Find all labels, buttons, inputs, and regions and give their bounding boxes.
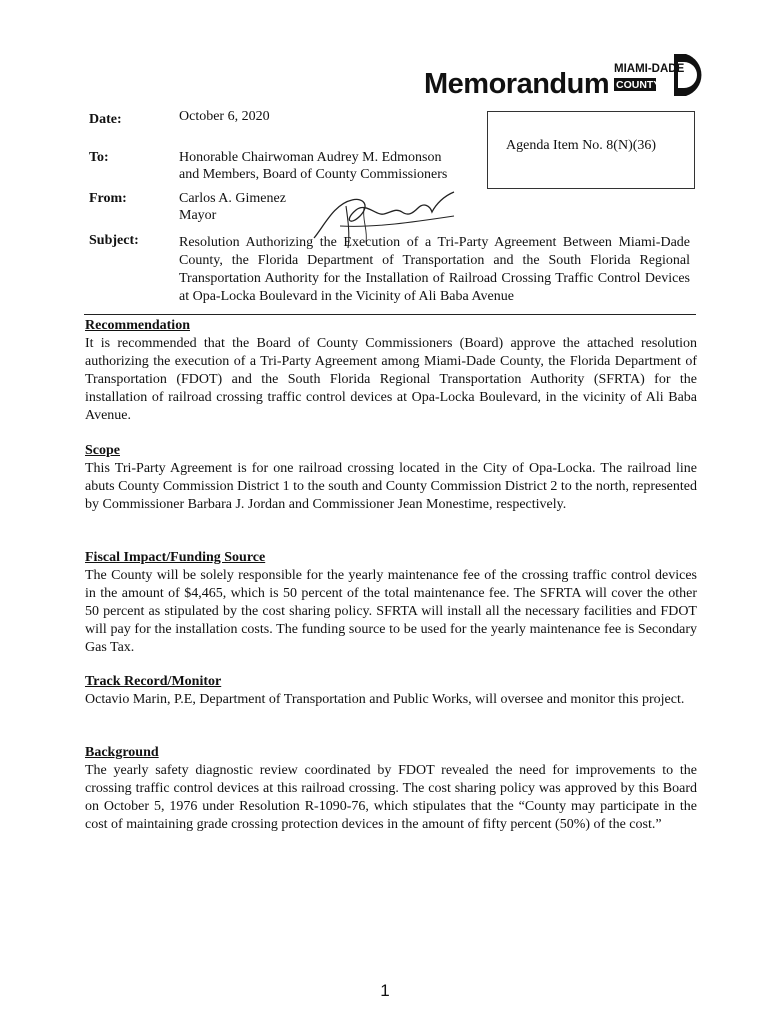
miami-dade-county-logo [612, 52, 708, 98]
to-line-1: Honorable Chairwoman Audrey M. Edmonson [179, 150, 442, 165]
agenda-item-number: Agenda Item No. 8(N)(36) [506, 138, 657, 153]
date-text: October 6, 2020 [179, 109, 270, 124]
subject-label: Subject: [89, 233, 139, 248]
logo-text-county: COUNTY [616, 79, 661, 91]
memo-title: Memorandum [424, 68, 610, 100]
logo-text-miami-dade: MIAMI-DADE [614, 63, 685, 75]
scope-heading: Scope [85, 443, 120, 458]
section-scope [85, 442, 697, 514]
section-background [85, 744, 697, 834]
subject-text: Resolution Authorizing the Execution of a Tri-Party Agreement Between Miami-Dade County, the Florida Department of Transportation and the South Florida Regional Transportation Authority for the Installation of Railroad Crossing Traffic Control Devices at Opa-Locka Boulevard in the Vicinity of Ali Baba Avenue [179, 235, 690, 304]
track-heading: Track Record/Monitor [85, 674, 222, 689]
recommendation-heading: Recommendation [85, 318, 190, 333]
agenda-item-box [487, 111, 695, 189]
recommendation-body: It is recommended that the Board of County Commissioners (Board) approve the attached resolution authorizing the execution of a Tri-Party Agreement among Miami-Dade County, the Florida Department of Transportation (FDOT) and the South Florida Regional Transportation Authority (SFRTA) for the installation of railroad crossing traffic control devices at Opa-Locka Boulevard, in the vicinity of Ali Baba Avenue. [85, 336, 697, 423]
scope-body: This Tri-Party Agreement is for one railroad crossing located in the City of Opa-Locka. The railroad line abuts County Commission District 1 to the south and County Commission District 2 to the north, represented by Commissioner Barbara J. Jordan and Commissioner Jean Monestime, respectively. [85, 461, 697, 512]
to-value [179, 149, 447, 183]
fiscal-body: The County will be solely responsible for the yearly maintenance fee of the crossing traffic control devices in the amount of $4,465, which is 50 percent of the total maintenance fee. The SFRTA will cover the other 50 percent as stipulated by the cost sharing policy. SFRTA will install all the necessary facilities and FDOT will pay for the installation costs. The funding source to be used for the yearly maintenance fee is Secondary Gas Tax. [85, 568, 697, 655]
background-body: The yearly safety diagnostic review coordinated by FDOT revealed the need for improvements to the crossing traffic control devices at this railroad crossing. The cost sharing policy was approved by this Board on October 5, 1976 under Resolution R-1090-76, which stipulates that the “County may participate in the cost of maintaining grade crossing protection devices in the amount of fifty percent (50%) of the cost.” [85, 763, 697, 832]
date-value [179, 108, 270, 125]
track-body: Octavio Marin, P.E, Department of Transportation and Public Works, will oversee and monitor this project. [85, 692, 685, 707]
from-value [179, 190, 286, 224]
section-track-record [85, 673, 697, 709]
section-fiscal-impact [85, 549, 697, 657]
from-line-1: Carlos A. Gimenez [179, 191, 286, 206]
background-heading: Background [85, 745, 159, 760]
from-label: From: [89, 191, 127, 206]
page-number: 1 [380, 981, 390, 1000]
section-recommendation [85, 317, 697, 425]
from-line-2: Mayor [179, 208, 217, 223]
to-line-2: and Members, Board of County Commissioners [179, 167, 448, 182]
to-label: To: [89, 150, 109, 165]
header-divider [84, 314, 696, 315]
fiscal-heading: Fiscal Impact/Funding Source [85, 550, 266, 565]
date-label: Date: [89, 112, 122, 127]
